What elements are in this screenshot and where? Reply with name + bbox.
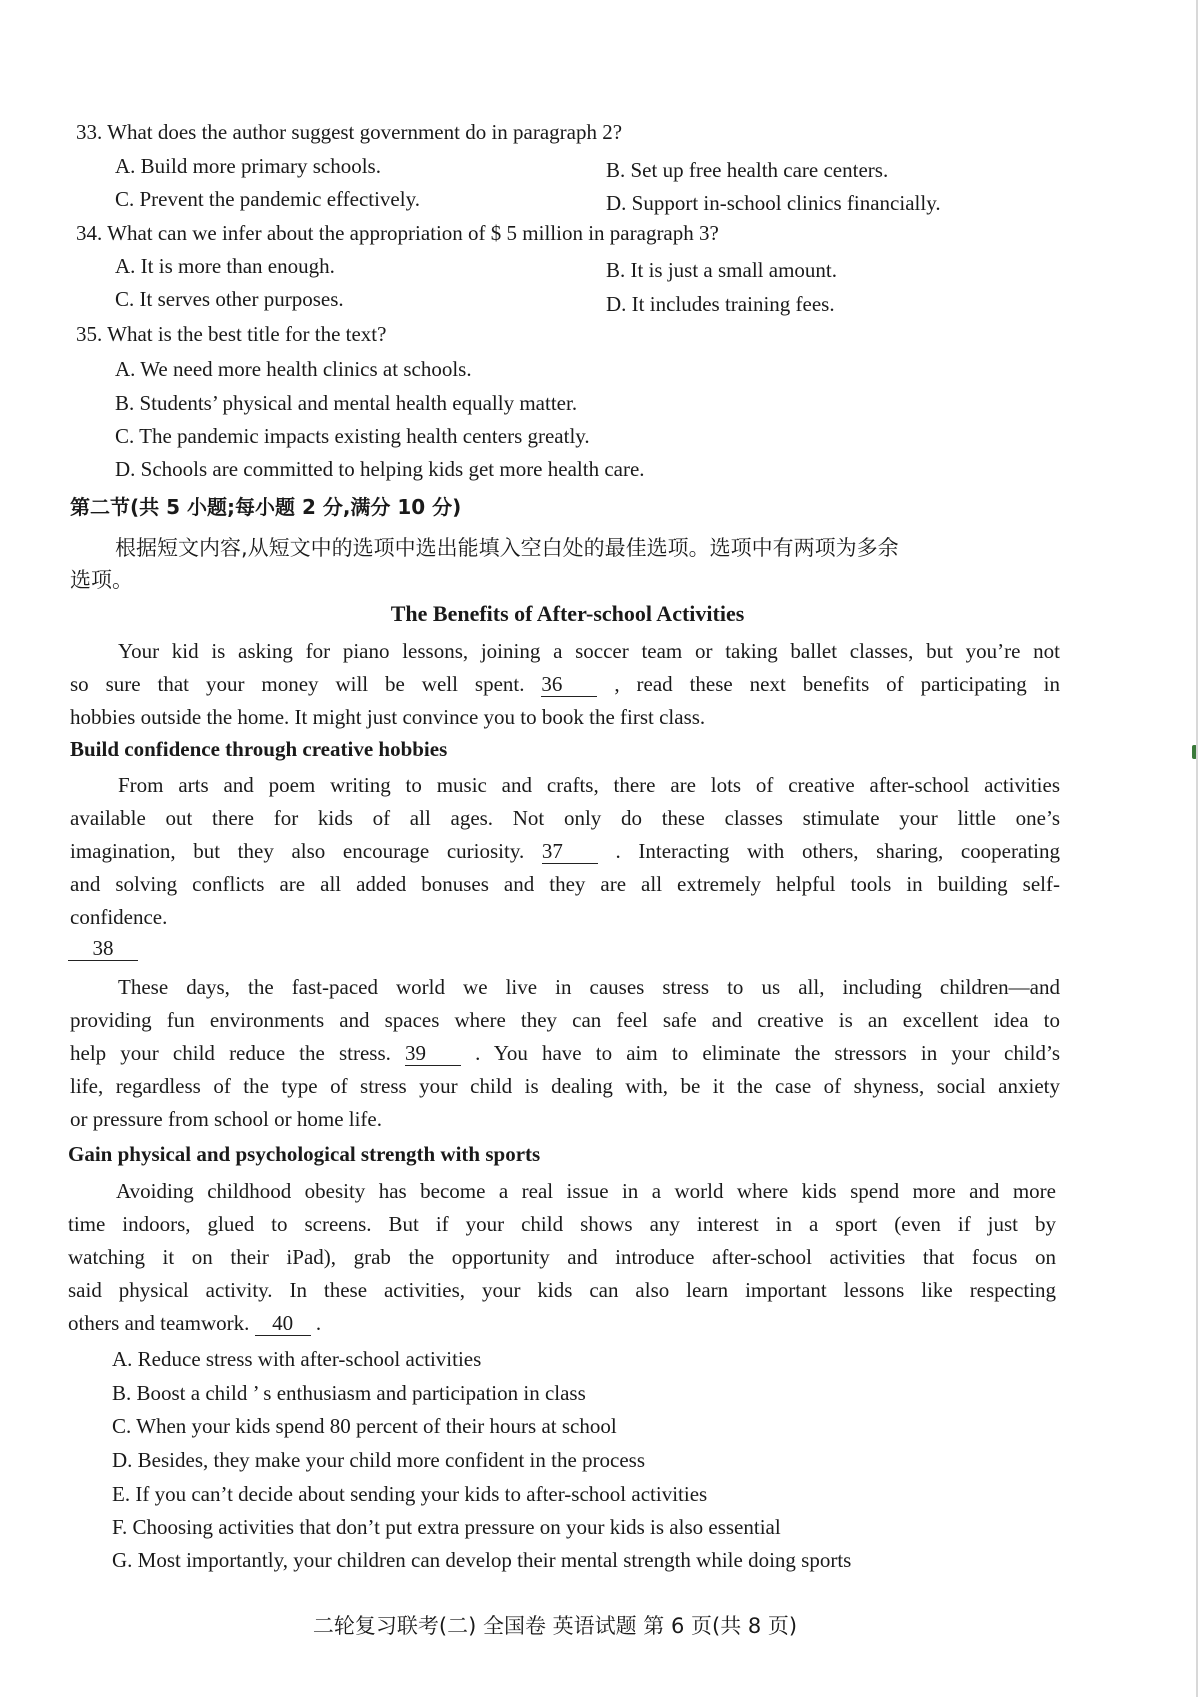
choice-g: G. Most importantly, your children can develop their mental strength while doing sports (112, 1548, 852, 1572)
question-34-option-c: C. It serves other purposes. (115, 287, 344, 311)
question-33-option-a: A. Build more primary schools. (115, 154, 381, 178)
blank-38-heading-line (68, 934, 138, 962)
choice-e: E. If you can’t decide about sending your kids to after-school activities (112, 1482, 708, 1506)
question-35-option-c: C. The pandemic impacts existing health centers greatly. (115, 424, 590, 448)
question-34-stem: 34. What can we infer about the appropriation of $ 5 million in paragraph 3? (76, 221, 719, 245)
blank-37[interactable]: 37 (542, 839, 598, 864)
question-34-option-b: B. It is just a small amount. (606, 258, 837, 282)
paragraph-1-line-3: hobbies outside the home. It might just convince you to book the first class. (70, 705, 706, 729)
passage-title: The Benefits of After-school Activities (390, 601, 745, 626)
section-2-instruction-line1: 根据短文内容,从短文中的选项中选出能填入空白处的最佳选项。选项中有两项为多余 (115, 536, 899, 560)
section-2-instruction-line2: 选项。 (70, 568, 133, 592)
choice-b: B. Boost a child ’ s enthusiasm and participation in class (112, 1381, 586, 1405)
question-34-option-d: D. It includes training fees. (606, 292, 835, 316)
paragraph-2-line-4: and solving conflicts are all added bonuses and they are all extremely helpful tools in building self- (70, 872, 1060, 896)
paragraph-2-line-1: From arts and poem writing to music and crafts, there are lots of creative after-school activities (118, 773, 1060, 797)
paragraph-4-line-1: Avoiding childhood obesity has become a real issue in a world where kids spend more and more (116, 1179, 1056, 1203)
blank-40[interactable]: 40 (255, 1311, 311, 1336)
paragraph-3-line-1: These days, the fast-paced world we live in causes stress to us all, including children—and (118, 975, 1060, 999)
paragraph-4-line-4: said physical activity. In these activities, your kids can also learn important lessons like respecting (68, 1278, 1056, 1302)
paragraph-2-line-2: available out there for kids of all ages. Not only do these classes stimulate your little one’s (70, 806, 1060, 830)
paragraph-2-line-3: imagination, but they also encourage curiosity. 37 . Interacting with others, sharing, cooperating (70, 839, 1060, 863)
choice-a: A. Reduce stress with after-school activities (112, 1347, 482, 1371)
question-35-stem: 35. What is the best title for the text? (76, 322, 387, 346)
paragraph-3-line-2: providing fun environments and spaces where they can feel safe and creative is an excellent idea to (70, 1008, 1060, 1032)
scan-right-edge (1196, 0, 1198, 1697)
question-33-option-c: C. Prevent the pandemic effectively. (115, 187, 420, 211)
section-2-heading: 第二节(共 5 小题;每小题 2 分,满分 10 分) (70, 495, 462, 519)
subheading-sports: Gain physical and psychological strength with sports (68, 1142, 541, 1166)
question-35-option-a: A. We need more health clinics at schools. (115, 357, 472, 381)
choice-c: C. When your kids spend 80 percent of their hours at school (112, 1414, 617, 1438)
question-33-stem: 33. What does the author suggest government do in paragraph 2? (76, 120, 623, 144)
paragraph-4-line-2: time indoors, glued to screens. But if your child shows any interest in a sport (even if just by (68, 1212, 1056, 1236)
paragraph-1-line-1: Your kid is asking for piano lessons, joining a soccer team or taking ballet classes, but you’re not (118, 639, 1060, 663)
choice-f: F. Choosing activities that don’t put extra pressure on your kids is also essential (112, 1515, 781, 1539)
blank-36[interactable]: 36 (541, 672, 597, 697)
question-34-option-a: A. It is more than enough. (115, 254, 335, 278)
blank-38[interactable]: 38 (68, 936, 138, 961)
paragraph-4-line-5: others and teamwork. 40 . (68, 1311, 322, 1335)
paragraph-3-line-3: help your child reduce the stress. 39 . You have to aim to eliminate the stressors in your child’s (70, 1041, 1060, 1065)
paragraph-3-line-5: or pressure from school or home life. (70, 1107, 382, 1131)
question-33-option-b: B. Set up free health care centers. (606, 158, 889, 182)
choice-d: D. Besides, they make your child more confident in the process (112, 1448, 646, 1472)
paragraph-3-line-4: life, regardless of the type of stress your child is dealing with, be it the case of shyness, social anxiety (70, 1074, 1060, 1098)
question-33-option-d: D. Support in-school clinics financially. (606, 191, 941, 215)
page-footer: 二轮复习联考(二) 全国卷 英语试题 第 6 页(共 8 页) (312, 1614, 798, 1638)
paragraph-4-line-3: watching it on their iPad), grab the opportunity and introduce after-school activities that focus on (68, 1245, 1056, 1269)
subheading-creative-hobbies: Build confidence through creative hobbies (70, 737, 448, 761)
question-35-option-b: B. Students’ physical and mental health equally matter. (115, 391, 578, 415)
blank-39[interactable]: 39 (405, 1041, 461, 1066)
paragraph-2-line-5: confidence. (70, 905, 168, 929)
paragraph-1-line-2: so sure that your money will be well spent. 36 , read these next benefits of participating in (70, 672, 1060, 696)
question-35-option-d: D. Schools are committed to helping kids get more health care. (115, 457, 645, 481)
